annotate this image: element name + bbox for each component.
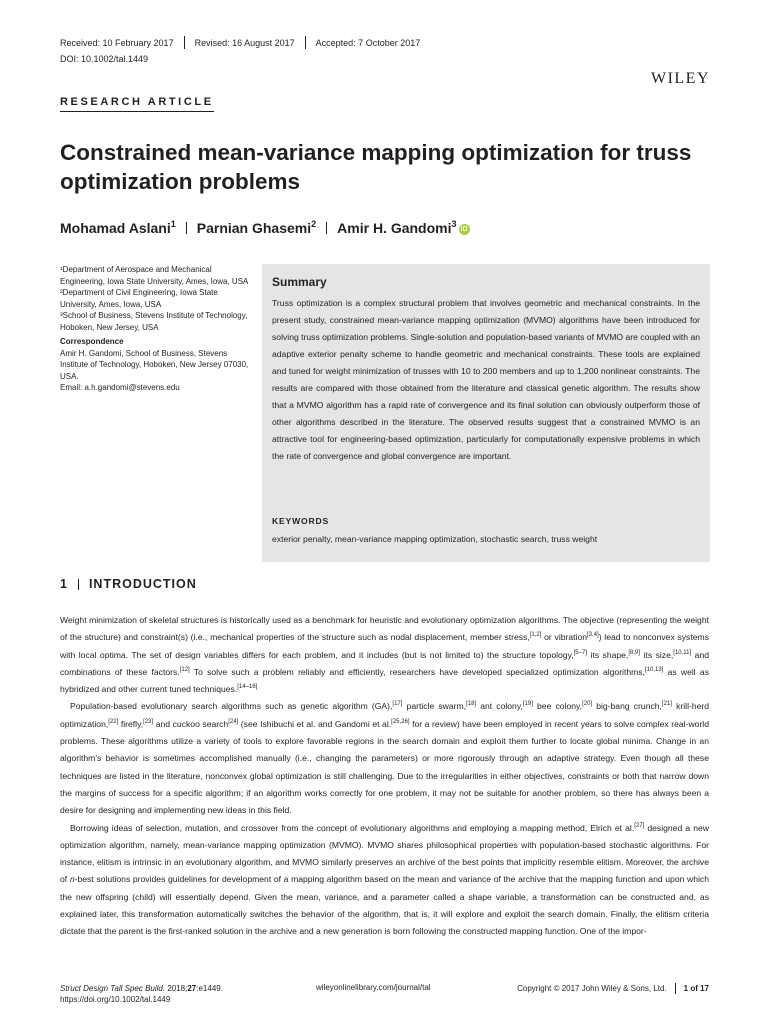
paragraph-3 [60, 820, 709, 941]
journal-url[interactable]: wileyonlinelibrary.com/journal/tal [316, 983, 431, 992]
affiliations [60, 264, 252, 394]
text-run: for a review) have been employed in recent years to solve complex real-world problems. These algorithms utilize a variety of tools to explore favorable regions in the search domain and exploit them further to locate global minima. Change in an algorithm's behavior is sometimes accomplished manually (i.e., changing the parameters) or more rigorously through an adaptive strategy. Even though all these techniques are listed in the literature, nonconvex global optimization is still challenging. Due to the irregularities in either objectives, constraints or both that narrow down the margins of success for a specific algorithm; if an algorithm works correctly for one problem, it may not be suitable for another problem, so there has always been a desire for designing and implementing new ideas in this field. [60, 718, 709, 816]
text-run: its size, [640, 649, 674, 660]
accepted-date: Accepted: 7 October 2017 [315, 37, 421, 48]
divider [186, 222, 187, 234]
correspondence-email[interactable]: Email: a.h.gandomi@stevens.edu [60, 383, 180, 392]
summary-box [262, 264, 710, 562]
divider [675, 983, 676, 994]
doi-link[interactable]: https://doi.org/10.1002/tal.1449 [60, 995, 171, 1004]
text-run: big-bang crunch, [592, 701, 662, 712]
text-run: and combinations of these factors. [60, 649, 710, 677]
text-run: ) lead to nonconvex systems with local optima. The set of design variables differs for each problem, and it includes (but is not limited to) the structure topology, [60, 632, 709, 660]
citation-ref[interactable]: [22] [108, 718, 119, 725]
author-name: Parnian Ghasemi [196, 220, 312, 236]
citation-ref[interactable]: [1,2] [529, 632, 542, 639]
received-date: Received: 10 February 2017 [60, 37, 174, 48]
citation-ref[interactable]: [10,13] [644, 666, 664, 673]
citation-ref[interactable]: [24] [228, 718, 239, 725]
text-run: ant colony, [476, 701, 523, 712]
author-name: Mohamad Aslani [60, 220, 171, 236]
text-run: firefly, [118, 718, 144, 729]
citation-ref[interactable]: [14–16] [237, 684, 258, 691]
citation-ref[interactable]: [18] [466, 701, 477, 708]
citation-ref[interactable]: [17] [392, 701, 403, 708]
divider [305, 36, 306, 49]
divider [184, 36, 185, 49]
text-run: Population-based evolutionary search algorithms such as genetic algorithm (GA), [70, 701, 393, 712]
submission-dates [60, 36, 420, 49]
author-2[interactable] [197, 219, 316, 236]
citation-ref[interactable]: [12] [179, 666, 190, 673]
affiliation-1: ¹Department of Aerospace and Mechanical Engineering, Iowa State University, Ames, Iowa, USA [60, 265, 249, 286]
author-list [60, 219, 470, 236]
correspondence-text: Amir H. Gandomi, School of Business, Stevens Institute of Technology, Hoboken, New Jersey 07030, USA. [60, 348, 249, 381]
author-1[interactable] [60, 219, 176, 236]
citation-ref[interactable]: [10,11] [673, 649, 692, 656]
citation-ref[interactable]: [19] [522, 701, 533, 708]
correspondence-heading: Correspondence [60, 337, 124, 346]
citation-volume: 27 [187, 984, 197, 993]
citation-ref[interactable]: [3,4] [587, 632, 599, 639]
text-run: designed a new optimization algorithm, namely, mean-variance mapping optimization (MVMO). MVMO shares philosophical properties with population-based stochastic algorithms. For instance, elitism is intrinsic in an evolutionary algorithm, and MVMO similarly preserves an archive of the best points that implicitly resemble elitism. Moreover, the archive of [60, 822, 710, 885]
page-number: 1 of 17 [683, 984, 709, 993]
text-run: krill-herd optimization, [60, 701, 710, 729]
citation-article: :e1449. [196, 984, 223, 993]
text-run: bee colony, [532, 701, 583, 712]
orcid-icon[interactable]: iD [460, 226, 468, 233]
paragraph-1 [60, 612, 709, 698]
author-name: Amir H. Gandomi [337, 220, 452, 236]
citation-year: 2018; [165, 984, 188, 993]
citation-ref[interactable]: [8,9] [628, 649, 641, 656]
footer-citation [60, 983, 223, 1005]
text-run: To solve such a problem reliably and efficiently, researchers have developed specialized optimization algorithms, [189, 666, 645, 677]
section-number: 1 [60, 577, 68, 591]
summary-text: Truss optimization is a complex structural problem that involves geometric and mechanical constraints. In the present study, constrained mean-variance mapping optimization (MVMO) algorithms have been introduced for solving truss optimization problems. Single-solution and population-based variants of MVMO are coupled with an adaptive exterior penalty scheme to handle geometric and mechanical constraints. These tools are explained and tuned for weight minimization of trusses with 10 to 200 members and up to 1,200 nonlinear constraints. The results are compared with those obtained from the literature and classical genetic algorithm. The results show that a MVMO algorithm has a rapid rate of convergence and its final solution can obviously outperform those of other algorithms described in the literature. The observed results suggest that a constrained MVMO is an attractive tool for engineering-based optimization, particularly for computationally expensive problems in which the rate of convergence and global convergence are important. [272, 298, 701, 461]
author-3[interactable] [337, 219, 469, 236]
doi[interactable]: DOI: 10.1002/tal.1449 [60, 54, 149, 64]
section-heading [60, 577, 197, 591]
text-run: and cuckoo search [153, 718, 229, 729]
text-run: Borrowing ideas of selection, mutation, and crossover from the concept of evolutionary algorithms and employing a mapping method, Elrich et al. [70, 822, 635, 833]
citation-ref[interactable]: [21] [661, 701, 672, 708]
author-affiliation-mark: 2 [311, 219, 317, 229]
copyright: Copyright © 2017 John Wiley & Sons, Ltd. [517, 984, 667, 993]
text-run: (see Ishibuchi et al. and Gandomi et al. [238, 718, 392, 729]
citation-ref[interactable]: [27] [634, 822, 645, 829]
divider [78, 579, 79, 590]
citation-ref[interactable]: [25,26] [391, 718, 410, 725]
section-title: INTRODUCTION [88, 577, 197, 591]
citation-ref[interactable]: [23] [143, 718, 154, 725]
revised-date: Revised: 16 August 2017 [194, 37, 295, 48]
affiliation-2: ²Department of Civil Engineering, Iowa State University, Ames, Iowa, USA [60, 288, 218, 309]
citation-ref[interactable]: [20] [582, 701, 593, 708]
summary-heading: Summary [272, 275, 327, 289]
text-run: its shape, [587, 649, 629, 660]
publisher-logo: WILEY [650, 70, 710, 87]
footer-right [517, 983, 709, 994]
text-run: as well as hybridized and other current tuned techniques. [60, 666, 709, 695]
italic-term: n [69, 874, 75, 885]
journal-name: Struct Design Tall Spec Build. [60, 984, 166, 993]
article-title: Constrained mean-variance mapping optimization for truss optimization problems [60, 140, 692, 194]
text-run: or vibration [541, 632, 588, 643]
author-affiliation-mark: 3 [451, 219, 457, 229]
body-text [60, 612, 709, 941]
citation-ref[interactable]: [5–7] [573, 649, 587, 656]
text-run: particle swarm, [402, 701, 467, 712]
affiliation-3: ³School of Business, Stevens Institute of Technology, Hoboken, New Jersey, USA [60, 311, 248, 332]
text-run: Weight minimization of skeletal structures is historically used as a benchmark for heuristic and evolutionary optimization algorithms. The objective (representing the weight of the structure) and constraint(s) (i.e., mechanical properties of the structure such as nodal displacement, member stress, [60, 615, 709, 643]
keywords-heading: KEYWORDS [272, 516, 330, 526]
text-run: -best solutions provides guidelines for development of a mapping algorithm based on the mean and variance of the archive that the mapping function and upon which the new offspring (child) will essentially depend. Given the mean, variance, and a parameter called a shape variable, a transformation can be constructed and, as explained later, this transformation automatically switches the behavior of the algorithm, that is, it will explore and exploit the search domain. Finally, the elitism criteria dictate that the parent is the first-ranked solution in the archive and a new generation is born following the constructed mapping function. One of the impor- [60, 874, 710, 937]
paragraph-2 [60, 698, 709, 819]
keywords-list: exterior penalty, mean-variance mapping optimization, stochastic search, truss weight [272, 534, 598, 544]
author-affiliation-mark: 1 [170, 219, 176, 229]
article-type: RESEARCH ARTICLE [60, 96, 214, 112]
divider [326, 222, 327, 234]
